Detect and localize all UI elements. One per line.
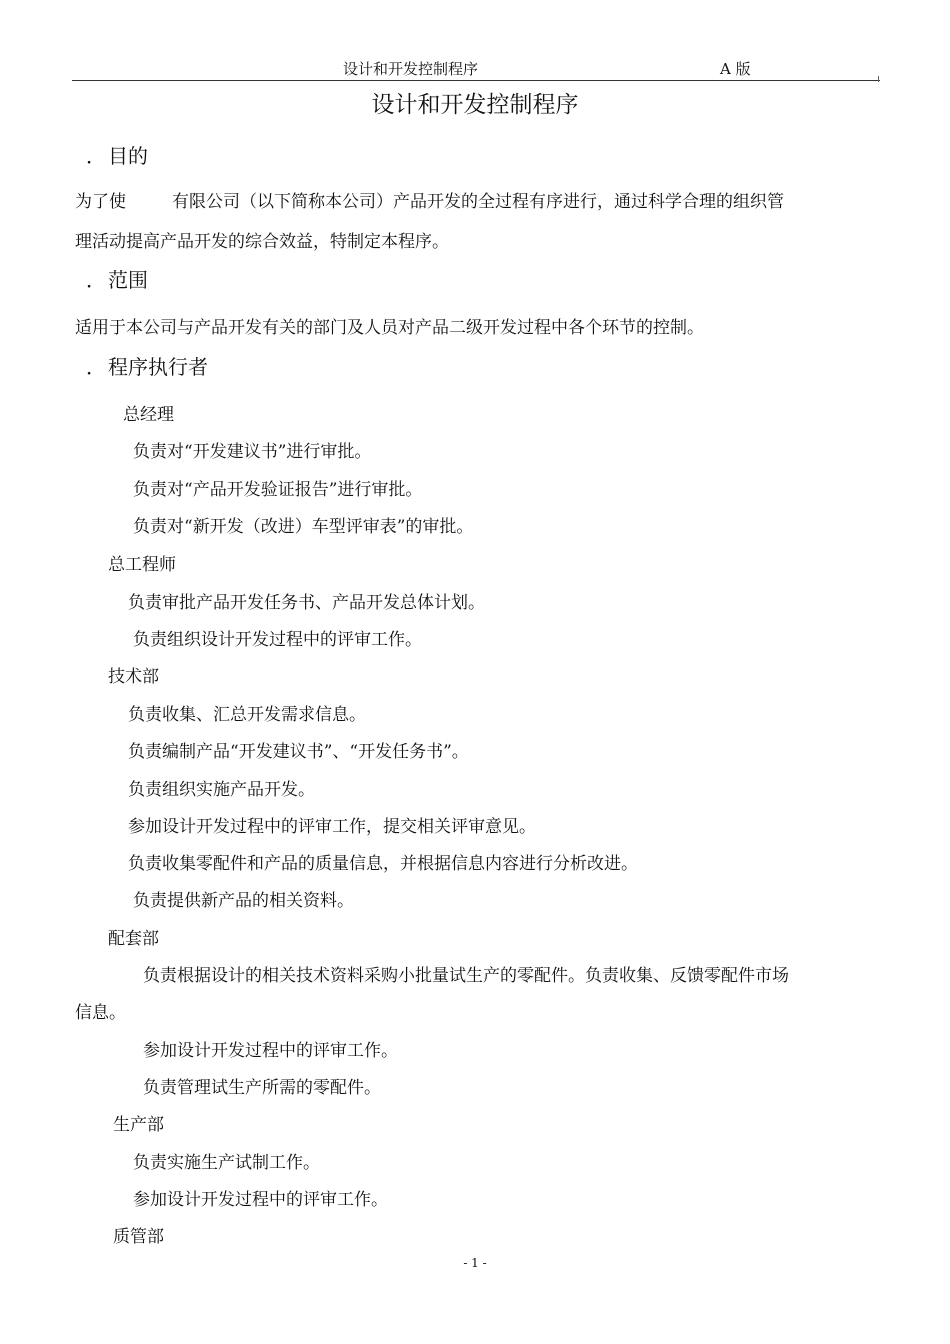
duty-item: 负责对“新开发（改进）车型评审表”的审批。: [133, 517, 474, 537]
header-version: A 版: [720, 60, 751, 78]
role-technical-dept: 技术部: [108, 667, 159, 687]
scope-text: 适用于本公司与产品开发有关的部门及人员对产品二级开发过程中各个环节的控制。: [75, 318, 704, 338]
section-heading-executors: [86, 351, 208, 380]
duty-item: 负责收集零配件和产品的质量信息，并根据信息内容进行分析改进。: [128, 854, 638, 874]
role-production-dept: 生产部: [113, 1115, 164, 1135]
section-title: 目的: [108, 144, 148, 168]
duty-item: 负责组织设计开发过程中的评审工作。: [133, 630, 422, 650]
duty-item: 参加设计开发过程中的评审工作。: [143, 1041, 398, 1061]
purpose-line-1: [75, 187, 784, 212]
role-supply-dept: 配套部: [108, 929, 159, 949]
section-number-dot: ．: [86, 268, 106, 292]
document-title: 设计和开发控制程序: [371, 92, 579, 118]
duty-item: 负责编制产品“开发建议书”、“开发任务书”。: [128, 742, 469, 762]
duty-item: 负责对“开发建议书”进行审批。: [133, 442, 372, 462]
purpose-rest: 有限公司（以下简称本公司）产品开发的全过程有序进行，通过科学合理的组织管: [172, 192, 784, 212]
purpose-prefix: 为了使: [75, 192, 126, 212]
header-rule-tick: [878, 76, 879, 82]
header-title: 设计和开发控制程序: [343, 60, 479, 78]
section-heading-scope: [86, 264, 148, 293]
role-chief-engineer: 总工程师: [108, 555, 176, 575]
role-general-manager: 总经理: [123, 405, 174, 425]
duty-item: 负责组织实施产品开发。: [128, 780, 315, 800]
duty-item: 负责根据设计的相关技术资料采购小批量试生产的零配件。负责收集、反馈零配件市场: [143, 966, 789, 986]
page-number: - 1 -: [463, 1256, 487, 1270]
section-number-dot: ．: [86, 355, 106, 379]
section-heading-purpose: [86, 140, 148, 169]
purpose-line-2: 理活动提高产品开发的综合效益，特制定本程序。: [75, 232, 449, 252]
duty-item-continuation: 信息。: [75, 1003, 126, 1023]
duty-item: 负责对“产品开发验证报告”进行审批。: [133, 480, 423, 500]
header-rule: [72, 80, 880, 81]
duty-item: 负责实施生产试制工作。: [133, 1153, 320, 1173]
duty-item: 负责提供新产品的相关资料。: [133, 891, 354, 911]
duty-item: 参加设计开发过程中的评审工作。: [133, 1190, 388, 1210]
duty-item: 负责管理试生产所需的零配件。: [143, 1078, 381, 1098]
duty-item: 负责审批产品开发任务书、产品开发总体计划。: [128, 593, 485, 613]
role-quality-dept: 质管部: [113, 1227, 164, 1247]
section-title: 范围: [108, 268, 148, 292]
duty-item: 参加设计开发过程中的评审工作，提交相关评审意见。: [128, 817, 536, 837]
duty-item: 负责收集、汇总开发需求信息。: [128, 705, 366, 725]
section-title: 程序执行者: [108, 355, 208, 379]
section-number-dot: ．: [86, 144, 106, 168]
